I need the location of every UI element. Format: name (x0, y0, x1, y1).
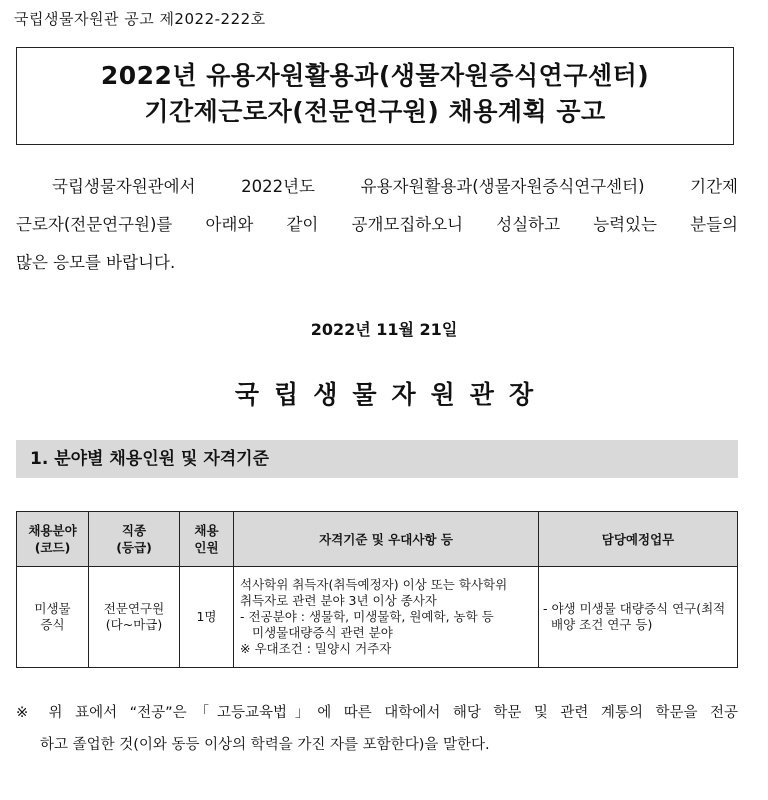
qualification-line: - 전공분야 : 생물학, 미생물학, 원예학, 농학 등 (240, 609, 494, 624)
cell-position: 전문연구원 (다~마급) (89, 567, 180, 668)
header-qualification: 자격기준 및 우대사항 등 (234, 512, 539, 567)
section-1-heading: 1. 분야별 채용인원 및 자격기준 (16, 440, 738, 478)
cell-count: 1명 (180, 567, 234, 668)
cell-qualification (234, 567, 539, 668)
intro-line-3: 많은 응모를 바랍니다. (16, 253, 176, 272)
table-row (17, 567, 738, 668)
header-field: 채용분야 (코드) (17, 512, 89, 567)
duties-line-2: 배양 조건 연구 등) (551, 617, 653, 632)
intro-paragraph (16, 168, 738, 282)
title-line-1: 2022년 유용자원활용과(생물자원증식연구센터) (100, 61, 650, 90)
intro-line-1: 국립생물자원관에서 2022년도 유용자원활용과(생물자원증식연구센터) 기간제 (52, 177, 738, 196)
notice-number: 국립생물자원관 공고 제2022-222호 (14, 10, 266, 28)
cell-field: 미생물 증식 (17, 567, 89, 668)
qualification-line: 석사학위 취득자(취득예정자) 이상 또는 학사학위 (240, 577, 508, 592)
title-box (16, 47, 734, 145)
footnote-line-1: ※ 위 표에서 “전공”은「고등교육법」에 따른 대학에서 해당 학문 및 관련 계통의 학문을 전공 (16, 705, 738, 721)
recruitment-table (16, 511, 738, 668)
qualification-line: 취득자로 관련 분야 3년 이상 종사자 (240, 593, 437, 608)
qualification-line: 미생물대량증식 관련 분야 (252, 625, 393, 640)
table-header-row (17, 512, 738, 567)
footnote (16, 697, 738, 761)
intro-line-2: 근로자(전문연구원)를 아래와 같이 공개모집하오니 성실하고 능력있는 분들의 (16, 215, 738, 234)
cell-duties (539, 567, 738, 668)
title-line-2: 기간제근로자(전문연구원) 채용계획 공고 (144, 97, 606, 126)
qualification-line: ※ 우대조건 : 밀양시 거주자 (240, 641, 392, 656)
header-duties: 담당예정업무 (539, 512, 738, 567)
organization-signature: 국립생물자원관장 (234, 380, 549, 409)
footnote-line-2: 하고 졸업한 것(이와 동등 이상의 학력을 가진 자를 포함한다)을 말한다. (40, 737, 490, 753)
header-position: 직종 (등급) (89, 512, 180, 567)
duties-line-1: - 야생 미생물 대량증식 연구(최적 (543, 601, 726, 616)
header-count: 채용 인원 (180, 512, 234, 567)
announcement-date: 2022년 11월 21일 (310, 320, 458, 339)
